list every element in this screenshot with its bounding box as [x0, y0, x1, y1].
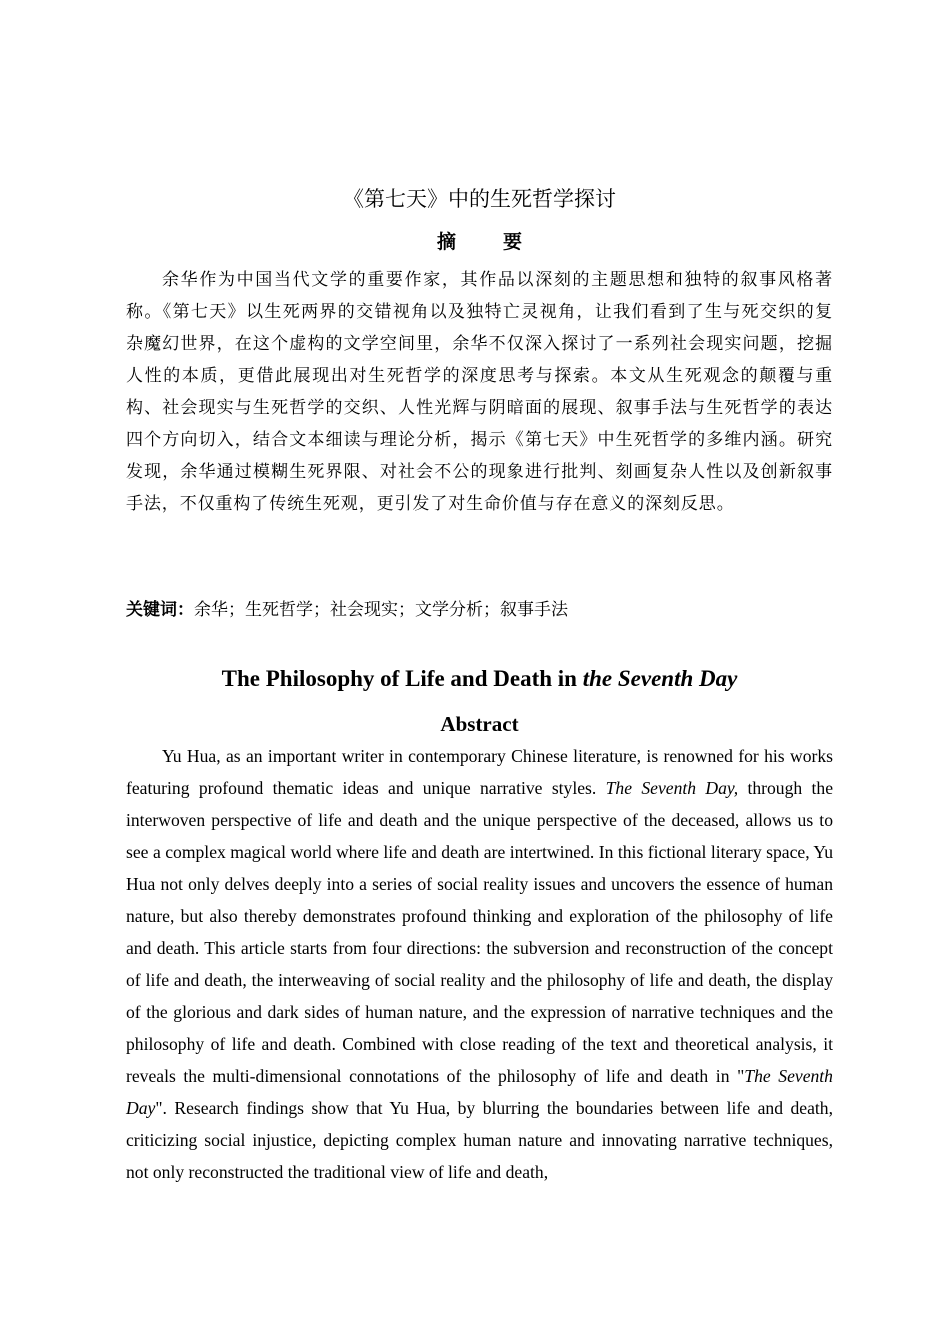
- chinese-keywords: [126, 595, 833, 625]
- english-abstract-heading: Abstract: [440, 712, 519, 736]
- keywords-list: 余华；生死哲学；社会现实；文学分析；叙事手法: [194, 600, 568, 620]
- keywords-label: 关键词：: [126, 600, 194, 620]
- english-abstract-paragraph: [126, 740, 833, 1188]
- english-abstract-part2: through the interwoven perspective of life and death and the unique perspective of the deceased, allows us to see a complex magical world where life and death are intertwined. In this fictional literary space, Yu Hua not only delves deeply into a series of social reality issues and uncovers the essence of human nature, but also thereby demonstrates profound thinking and exploration of the philosophy of life and death. This article starts from four directions: the subversion and reconstruction of the concept of life and death, the interweaving of social reality and the philosophy of life and death, the display of the glorious and dark sides of human nature, and the expression of narrative techniques and the philosophy of life and death. Combined with close reading of the text and theoretical analysis, it reveals the multi-dimensional connotations of the philosophy of life and death in ": [126, 778, 834, 1086]
- english-title-prefix: The Philosophy of Life and Death in: [221, 666, 583, 691]
- chinese-abstract-heading: 摘 要: [436, 231, 536, 253]
- english-abstract-italic2: The Seventh Day: [126, 1066, 833, 1118]
- english-title: [126, 663, 833, 695]
- english-abstract-italic1: The Seventh Day,: [605, 778, 739, 798]
- chinese-title: 《第七天》中的生死哲学探讨: [343, 187, 616, 211]
- chinese-abstract-paragraph: 余华作为中国当代文学的重要作家，其作品以深刻的主题思想和独特的叙事风格著称。《第七天》以生死两界的交错视角以及独特亡灵视角，让我们看到了生与死交织的复杂魔幻世界，在这个虚构的文学空间里，余华不仅深入探讨了一系列社会现实问题，挖掘人性的本质，更借此展现出对生死哲学的深度思考与探索。本文从生死观念的颠覆与重构、社会现实与生死哲学的交织、人性光辉与阴暗面的展现、叙事手法与生死哲学的表达四个方向切入，结合文本细读与理论分析，揭示《第七天》中生死哲学的多维内涵。研究发现，余华通过模糊生死界限、对社会不公的现象进行批判、刻画复杂人性以及创新叙事手法，不仅重构了传统生死观，更引发了对生命价值与存在意义的深刻反思。: [126, 270, 833, 514]
- english-abstract-part3: ". Research findings show that Yu Hua, by blurring the boundaries between life and death, criticizing social injustice, depicting complex human nature and innovating narrative techniques, not only reconstructed the traditional view of life and death,: [126, 1098, 833, 1182]
- english-title-italic: the Seventh Day: [582, 666, 738, 691]
- english-abstract-part1: Yu Hua, as an important writer in contemporary Chinese literature, is renowned for his works featuring profound thematic ideas and unique narrative styles.: [126, 746, 833, 798]
